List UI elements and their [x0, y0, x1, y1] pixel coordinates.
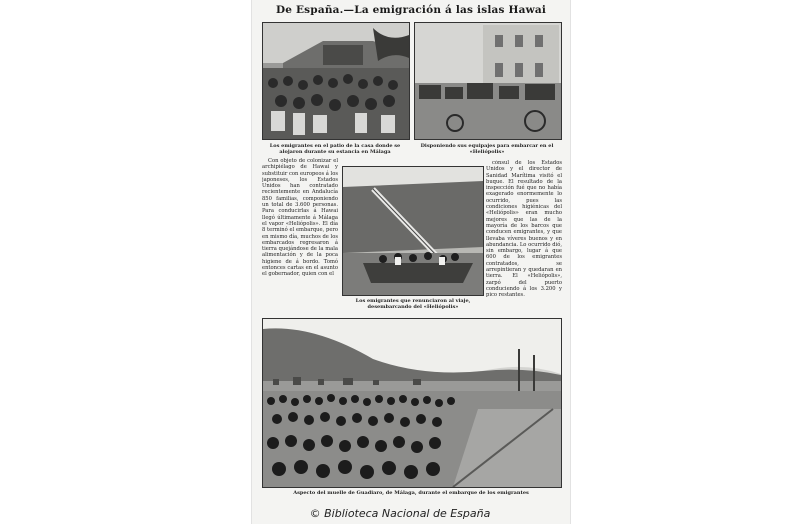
- article-left-text: Con objeto de colonizar el archipiélago de Hawai y substituir con europeos á los japoneses, los Estados Unidos han contratado recientemente en Andalucía 850 familias, componiendo un total de 3.600 personas. Para conducirlas á Hawai llegó últimamente á Málaga el vapor «Heliópolis». El día 8 terminó el embarque, pero en mismo día, muchos de los embarcados regresaron á tierra quejándose de la mala alimentación y de la poca higiene de á bordo. Tomó entonces cartas en el asunto el gobernador, quien con el: [262, 158, 338, 278]
- photo-courtyard-emigrants: [262, 22, 410, 140]
- caption-luggage: Disponiendo sus equipajes para embarcar en el «Heliópolis»: [420, 143, 554, 155]
- caption-disembarking: Los emigrantes que renunciaron al viaje, desembarcando del «Heliópolis»: [355, 298, 471, 310]
- photo-disembarking: [342, 166, 484, 296]
- caption-courtyard: Los emigrantes en el patio de la casa donde se alojaron durante su estancia en Málaga: [269, 143, 401, 155]
- photo-luggage: [414, 22, 562, 140]
- copyright-credit: © Biblioteca Nacional de España: [309, 507, 491, 520]
- article-right-column: [486, 160, 562, 312]
- page-title: De España.—La emigración á las islas Hawai: [275, 4, 547, 16]
- newspaper-page: [252, 0, 570, 524]
- photo-harbor-crowd: [262, 318, 562, 488]
- article-left-column: [262, 158, 338, 310]
- article-right-text: cónsul de los Estados Unidos y el director de Sanidad Marítima visitó el buque. El resultado de la inspección fué que no había exagerado enormemente lo ocurrido, pues las condiciones higiénicas del «Heliópolis» eran mucho mejores que las de la mayoría de los barcos que conducen emigrantes, y que llevaba víveres buenos y en abundancia. Lo ocurrido dió, sin embargo, lugar á que 600 de los emigrantes contratados, se arrepintieran y quedaran en tierra. El «Heliópolis», zarpó del puerto conduciendo á los 3.200 y pico restantes.: [486, 160, 562, 299]
- caption-harbor: Aspecto del muelle de Guadiaro, de Málaga, durante el embarque de los emigrantes: [293, 490, 529, 496]
